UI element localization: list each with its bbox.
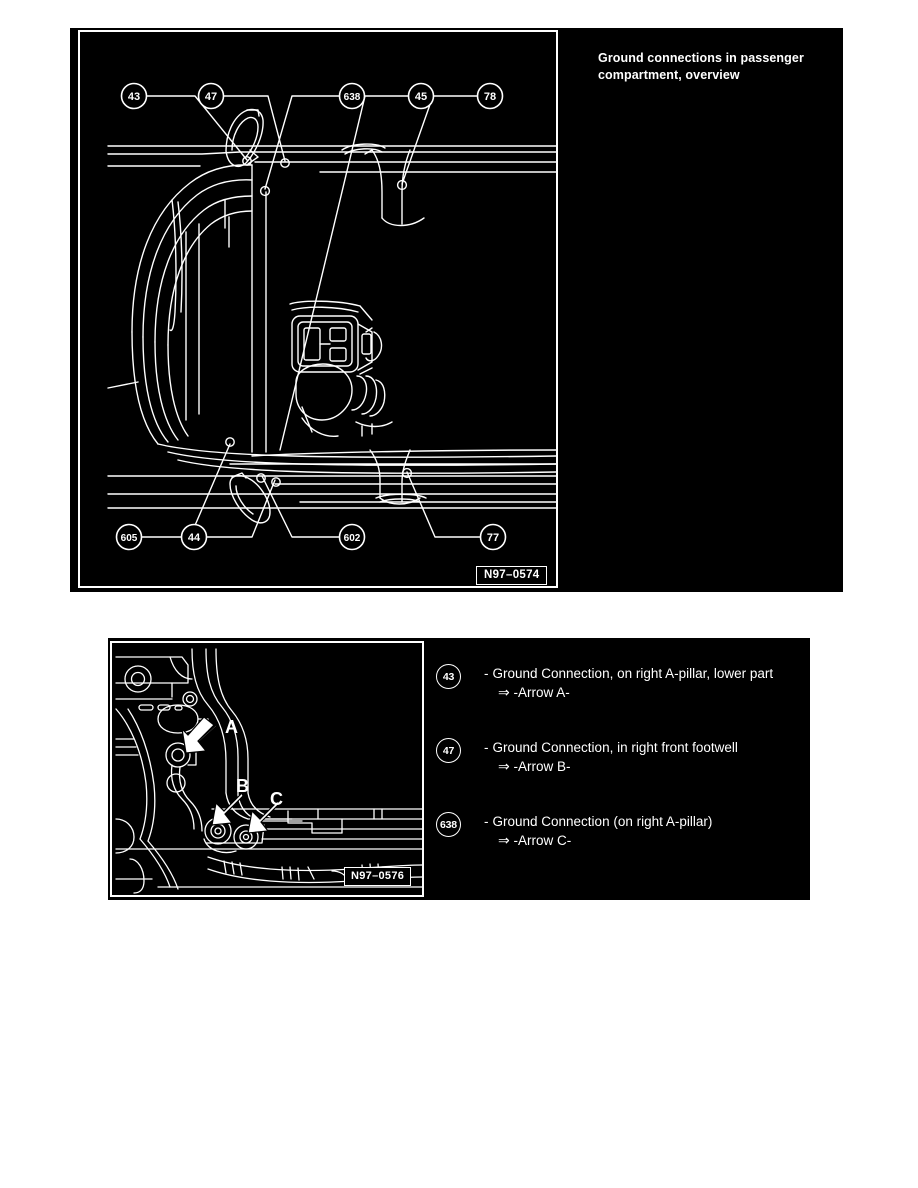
legend-dash: -	[484, 740, 489, 755]
legend-description	[484, 738, 738, 777]
ground-connection-legend-list	[436, 660, 808, 882]
legend-arrow-line	[498, 757, 738, 777]
legend-description-text: Ground Connection (on right A-pillar)	[492, 814, 713, 829]
callout-label-78: 78	[483, 91, 497, 103]
double-arrow-right-icon: ⇒	[498, 684, 510, 701]
callout-label-602: 602	[343, 533, 361, 544]
legend-item-43	[436, 660, 808, 734]
a-pillar-footwell-ground-connections-photo	[112, 643, 422, 895]
callout-label-77: 77	[486, 532, 500, 544]
arrow-label-a: A	[225, 717, 238, 737]
top-figure-caption: Ground connections in passenger compartment, overview	[598, 51, 804, 82]
callout-label-638: 638	[343, 92, 361, 103]
legend-arrow-text: -Arrow C-	[513, 833, 572, 849]
top-figure-frame	[78, 30, 558, 588]
callout-label-44: 44	[187, 532, 201, 544]
legend-arrow-text: -Arrow B-	[513, 759, 571, 775]
bottom-figure-frame	[110, 641, 424, 897]
legend-number-badge: 43	[436, 664, 461, 689]
bottom-figure-block	[108, 638, 810, 900]
legend-description-text: Ground Connection, in right front footwell	[492, 740, 738, 755]
legend-number-badge: 638	[436, 812, 461, 837]
callout-label-605: 605	[120, 533, 138, 544]
top-figure-block	[70, 28, 843, 592]
double-arrow-right-icon: ⇒	[498, 758, 510, 775]
passenger-compartment-ground-connections-diagram	[80, 32, 556, 586]
callout-label-45: 45	[414, 91, 428, 103]
double-arrow-right-icon: ⇒	[498, 832, 510, 849]
legend-dash: -	[484, 814, 489, 829]
arrow-label-b: B	[236, 776, 249, 796]
arrow-label-c: C	[270, 789, 283, 809]
legend-description	[484, 664, 773, 703]
legend-description	[484, 812, 712, 851]
legend-number-badge: 47	[436, 738, 461, 763]
bottom-figure-id-label: N97–0576	[344, 867, 411, 886]
callout-label-47: 47	[204, 91, 218, 103]
legend-arrow-line	[498, 831, 712, 851]
callout-label-43: 43	[127, 91, 141, 103]
legend-arrow-line	[498, 683, 773, 703]
legend-arrow-text: -Arrow A-	[513, 685, 570, 701]
legend-item-638	[436, 808, 808, 882]
arrow-label-group	[225, 717, 283, 809]
legend-dash: -	[484, 666, 489, 681]
top-figure-id-label: N97–0574	[476, 566, 547, 585]
legend-description-text: Ground Connection, on right A-pillar, lower part	[492, 666, 774, 681]
legend-item-47	[436, 734, 808, 808]
